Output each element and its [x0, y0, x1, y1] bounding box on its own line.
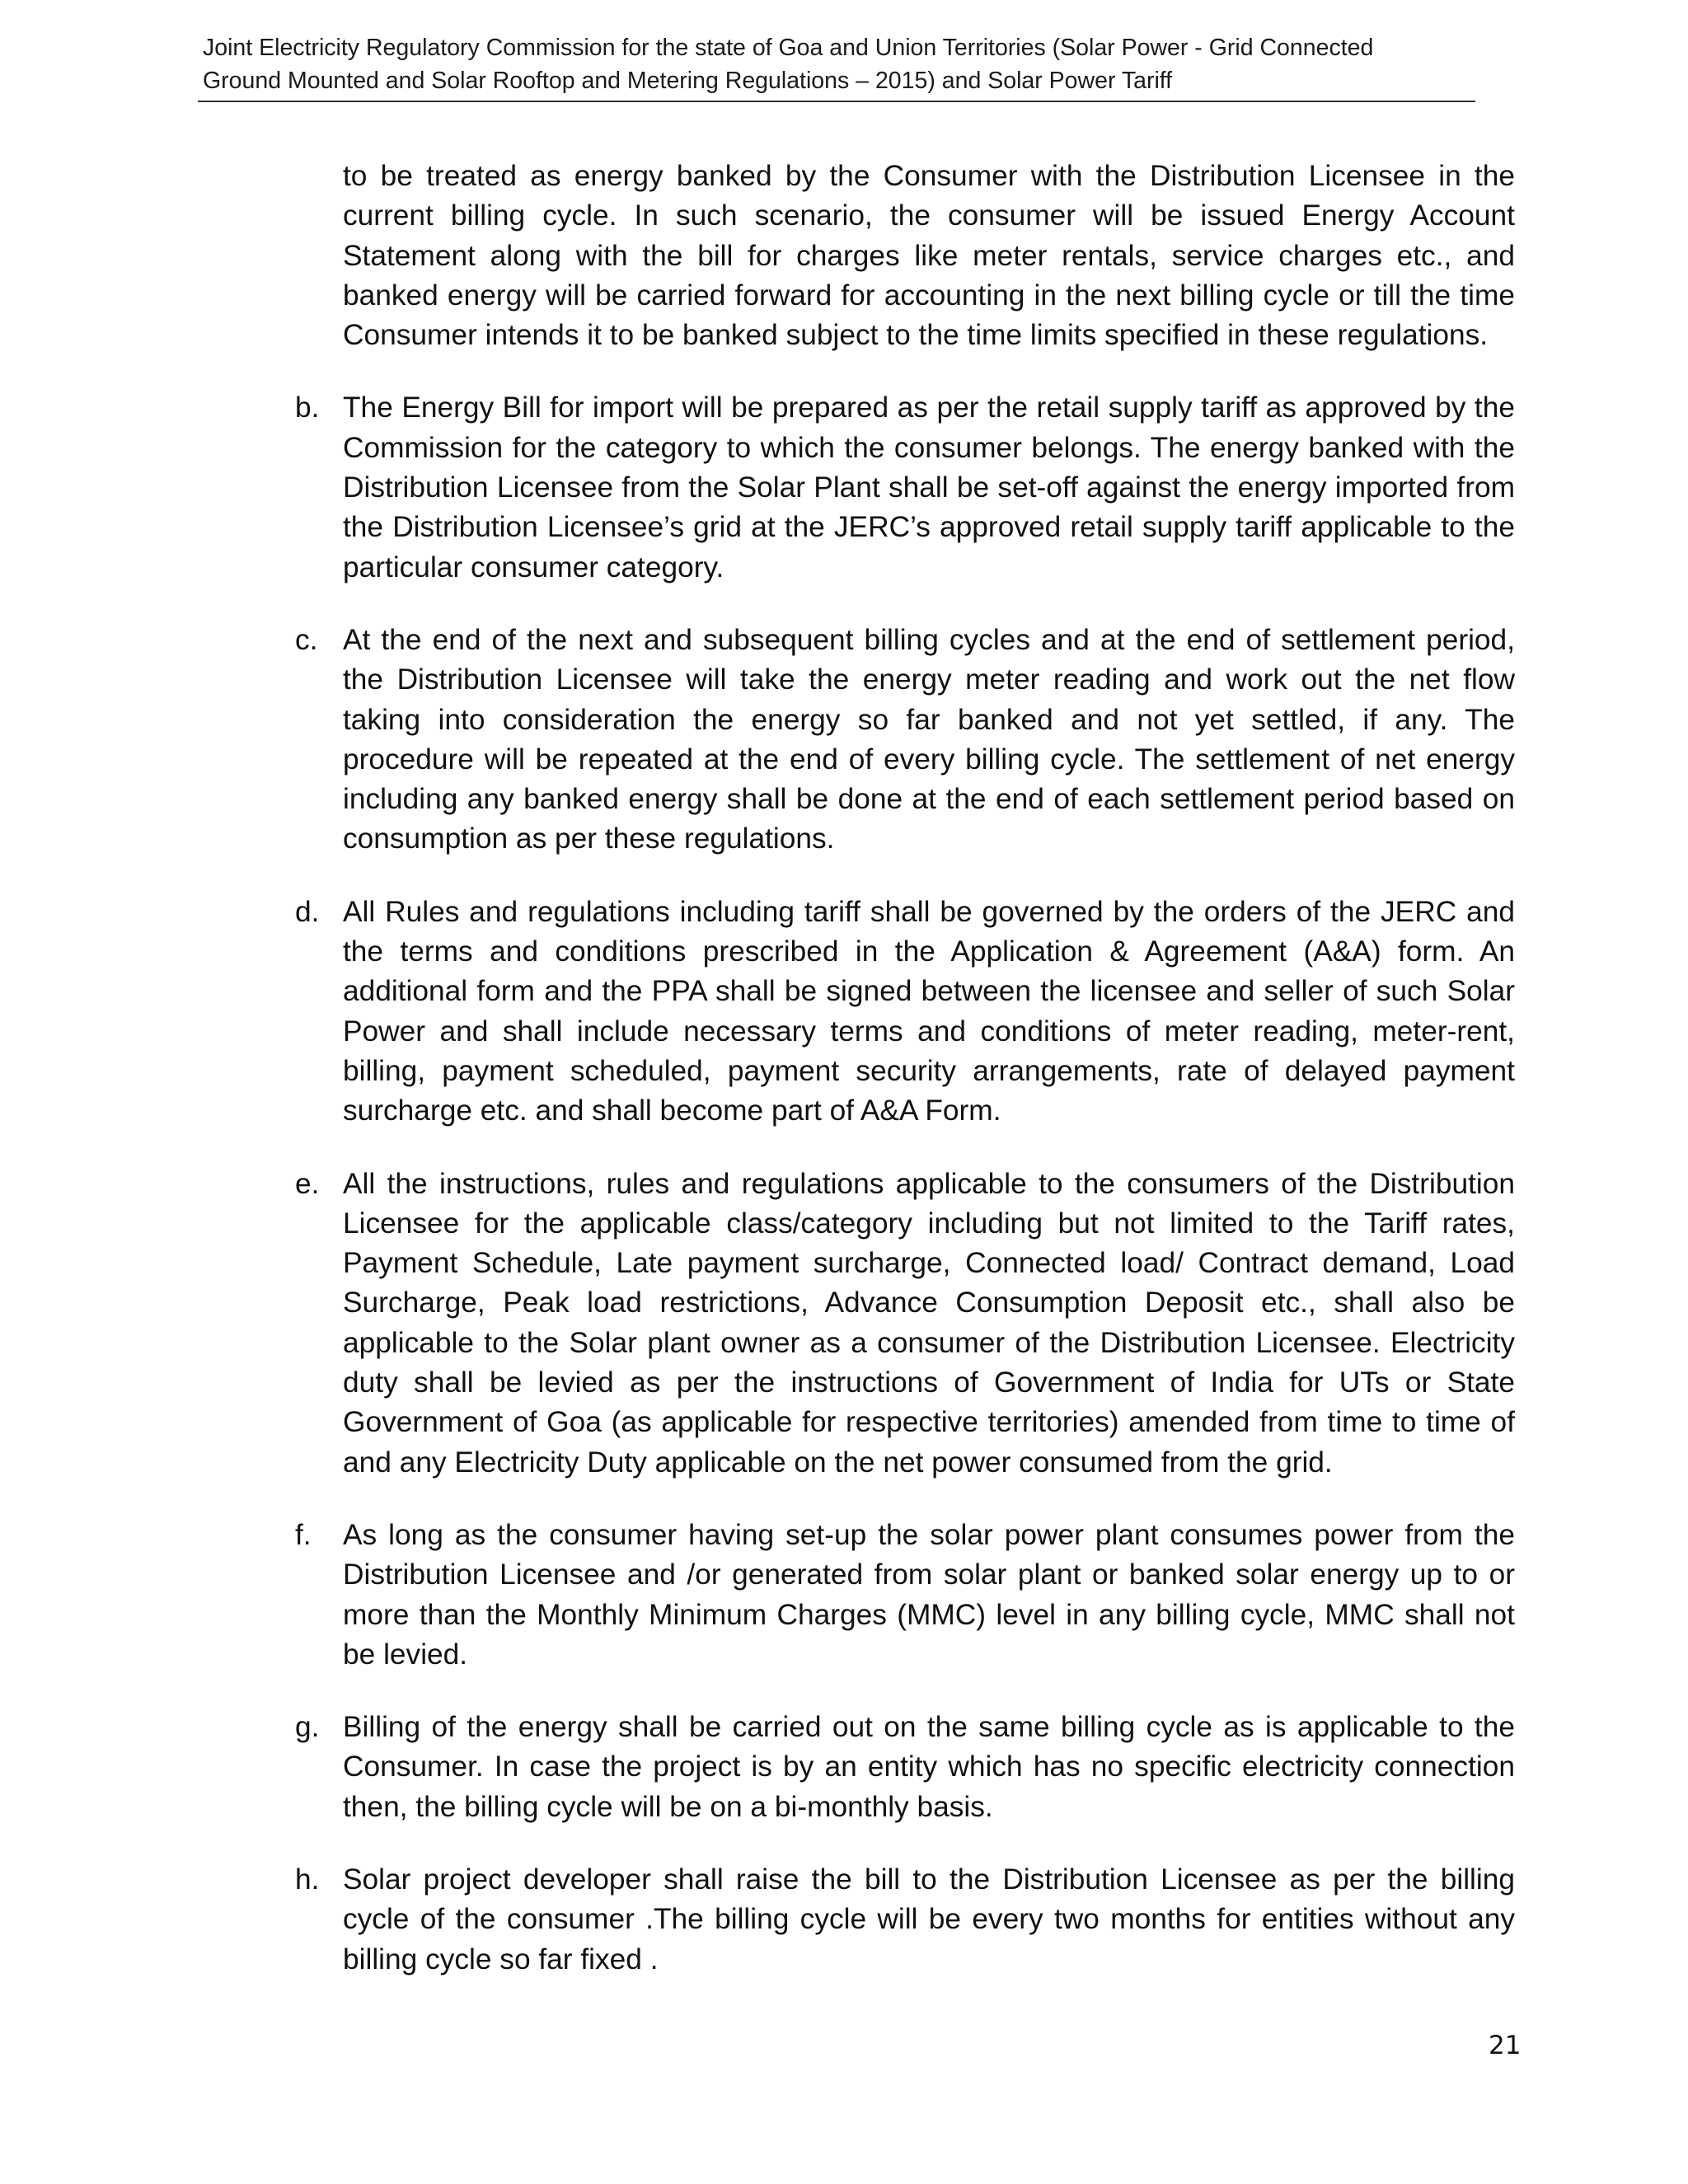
paragraph-text: to be treated as energy banked by the Consumer with the Distribution Licensee in the current billing cycle. In such scenario, the consumer will be issued Energy Account Statement along with the bill for charges like meter rentals, service charges etc., and banked energy will be carried forward for accounting in the next billing cycle or till the time Consumer intends it to be banked subject to the time limits specified in these regulations. [343, 160, 1515, 352]
paragraph-d [287, 893, 1515, 1132]
paragraph-text: At the end of the next and subsequent billing cycles and at the end of settlement period, the Distribution Licensee will take the energy meter reading and work out the net flow taking into consideration the energy so far banked and not yet settled, if any. The procedure will be repeated at the end of every billing cycle. The settlement of net energy including any banked energy shall be done at the end of each settlement period based on consumption as per these regulations. [343, 623, 1515, 855]
document-body [287, 157, 1515, 1980]
page-number: 21 [1489, 2031, 1522, 2060]
list-marker: e. [295, 1167, 320, 1200]
list-marker: c. [295, 623, 318, 656]
paragraph-text: Billing of the energy shall be carried out on the same billing cycle as is applicable to the Consumer. In case the project is by an entity which has no specific electricity connection then, the billing cycle will be on a bi-monthly basis. [343, 1711, 1515, 1823]
paragraph-b [287, 388, 1515, 587]
list-marker: g. [295, 1711, 320, 1744]
paragraph-text: All Rules and regulations including tariff shall be governed by the orders of the JERC and the terms and conditions prescribed in the Application & Agreement (A&A) form. An additional form and the PPA shall be signed between the licensee and seller of such Solar Power and shall include necessary terms and conditions of meter reading, meter-rent, billing, payment scheduled, payment security arrangements, rate of delayed payment surcharge etc. and shall become part of A&A Form. [343, 895, 1515, 1127]
paragraph-g [287, 1708, 1515, 1827]
list-marker: f. [295, 1518, 312, 1551]
paragraph-a-continued [287, 157, 1515, 355]
paragraph-text: All the instructions, rules and regulations applicable to the consumers of the Distribution Licensee for the applicable class/category including but not limited to the Tariff rates, Payment Schedule, Late payment surcharge, Connected load/ Contract demand, Load Surcharge, Peak load restrictions, Advance Consumption Deposit etc., shall also be applicable to the Solar plant owner as a consumer of the Distribution Licensee. Electricity duty shall be levied as per the instructions of Government of India for UTs or State Government of Goa (as applicable for respective territories) amended from time to time of and any Electricity Duty applicable on the net power consumed from the grid. [343, 1167, 1515, 1479]
paragraph-text: The Energy Bill for import will be prepared as per the retail supply tariff as approved by the Commission for the category to which the consumer belongs. The energy banked with the Distribution Licensee from the Solar Plant shall be set-off against the energy imported from the Distribution Licensee’s grid at the JERC’s approved retail supply tariff applicable to the particular consumer category. [343, 391, 1515, 583]
paragraph-c [287, 621, 1515, 860]
paragraph-text: Solar project developer shall raise the bill to the Distribution Licensee as per the billing cycle of the consumer .The billing cycle will be every two months for entities without any billing cycle so far fixed . [343, 1863, 1515, 1975]
list-marker: b. [295, 391, 320, 424]
list-marker: h. [295, 1863, 320, 1896]
list-marker: d. [295, 895, 320, 928]
header-divider [198, 101, 1475, 102]
header-line-1: Joint Electricity Regulatory Commission for the state of Goa and Union Territories (Solar Power - Grid Connected [203, 35, 1374, 61]
paragraph-text: As long as the consumer having set-up the solar power plant consumes power from the Distribution Licensee and /or generated from solar plant or banked solar energy up to or more than the Monthly Minimum Charges (MMC) level in any billing cycle, MMC shall not be levied. [343, 1518, 1515, 1671]
paragraph-e [287, 1165, 1515, 1483]
running-header [203, 31, 1472, 97]
paragraph-h [287, 1860, 1515, 1980]
header-line-2: Ground Mounted and Solar Rooftop and Metering Regulations – 2015) and Solar Power Tariff [203, 68, 1173, 94]
paragraph-f [287, 1516, 1515, 1675]
